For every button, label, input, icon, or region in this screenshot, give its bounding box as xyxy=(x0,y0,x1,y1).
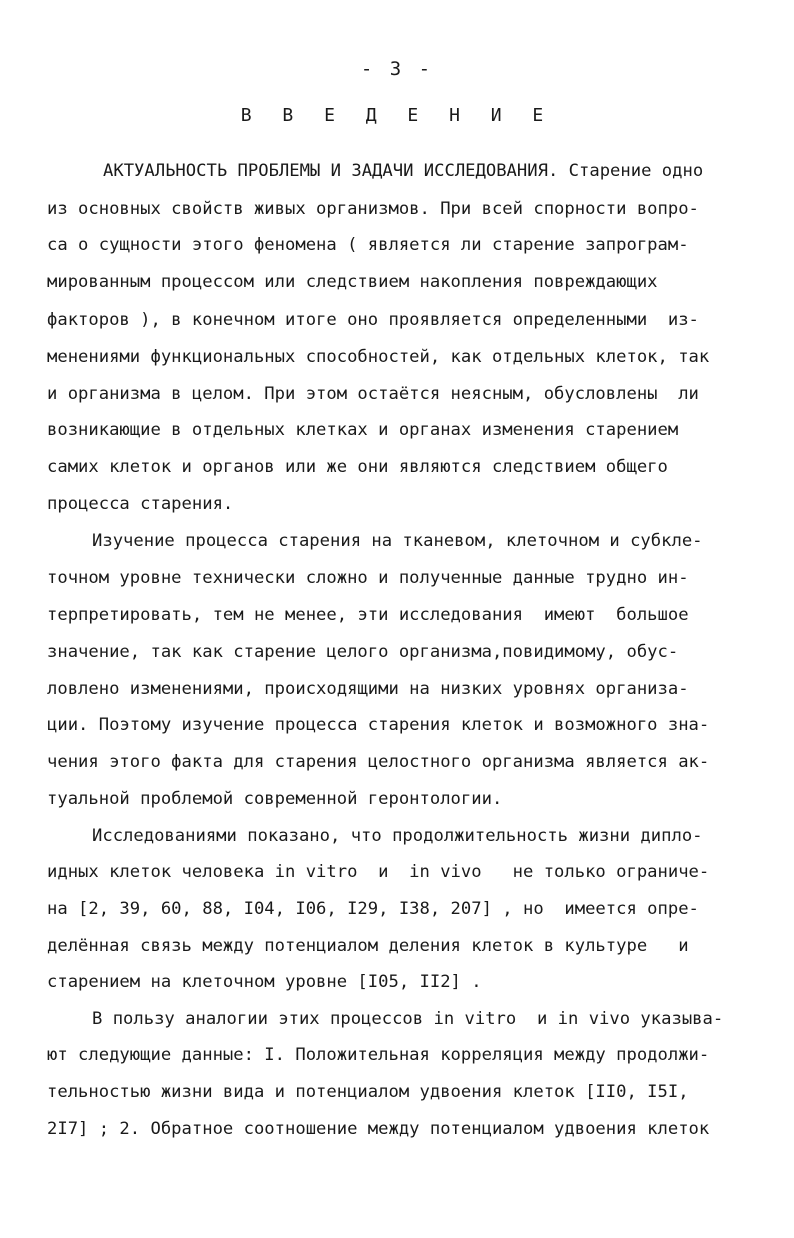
page-number: - 3 - xyxy=(360,58,434,80)
text-line: 2I7] ; 2. Обратное соотношение между потенциалом удвоения клеток xyxy=(47,1119,710,1139)
text-line: старением на клеточном уровне [I05, II2] . xyxy=(47,972,482,992)
text-line: и организма в целом. При этом остаётся неясным, обусловлены ли xyxy=(47,384,699,404)
text-line: возникающие в отдельных клетках и органах изменения старением xyxy=(47,420,679,440)
text-line: туальной проблемой современной геронтологии. xyxy=(47,789,503,809)
text-line: Исследованиями показано, что продолжительность жизни дипло- xyxy=(92,826,703,846)
text-line: процесса старения. xyxy=(47,494,234,514)
text-line: значение, так как старение целого организма,повидимому, обус- xyxy=(47,642,679,662)
text-line: ции. Поэтому изучение процесса старения клеток и возможного зна- xyxy=(47,715,710,735)
text-line: са о сущности этого феномена ( является ли старение запрограм- xyxy=(47,235,689,255)
text-line: тельностью жизни вида и потенциалом удвоения клеток [II0, I5I, xyxy=(47,1082,689,1102)
text-line: на [2, 39, 60, 88, I04, I06, I29, I38, 207] , но имеется опре- xyxy=(47,899,699,919)
text-line: менениями функциональных способностей, как отдельных клеток, так xyxy=(47,347,710,367)
text-line: В пользу аналогии этих процессов in vitro и in vivo указыва- xyxy=(92,1009,724,1029)
text-line: идных клеток человека in vitro и in vivo не только ограниче- xyxy=(47,862,710,882)
text-line: мированным процессом или следствием накопления повреждающих xyxy=(47,272,658,292)
text-line: самих клеток и органов или же они являются следствием общего xyxy=(47,457,668,477)
section-title: В В Е Д Е Н И Е xyxy=(240,105,554,126)
text-line: делённая связь между потенциалом деления клеток в культуре и xyxy=(47,936,689,956)
text-line: ловлено изменениями, происходящими на низких уровнях организа- xyxy=(47,679,689,699)
text-line: АКТУАЛЬНОСТЬ ПРОБЛЕМЫ И ЗАДАЧИ ИССЛЕДОВАНИЯ. Старение одно xyxy=(103,161,704,181)
text-line: Изучение процесса старения на тканевом, клеточном и субкле- xyxy=(92,531,703,551)
text-line: из основных свойств живых организмов. При всей спорности вопро- xyxy=(47,199,699,219)
text-line: чения этого факта для старения целостного организма является ак- xyxy=(47,752,710,772)
text-line: терпретировать, тем не менее, эти исследования имеют большое xyxy=(47,605,689,625)
text-line: точном уровне технически сложно и полученные данные трудно ин- xyxy=(47,568,689,588)
text-line: ют следующие данные: I. Положительная корреляция между продолжи- xyxy=(47,1045,710,1065)
text-line: факторов ), в конечном итоге оно проявляется определенными из- xyxy=(47,310,699,330)
